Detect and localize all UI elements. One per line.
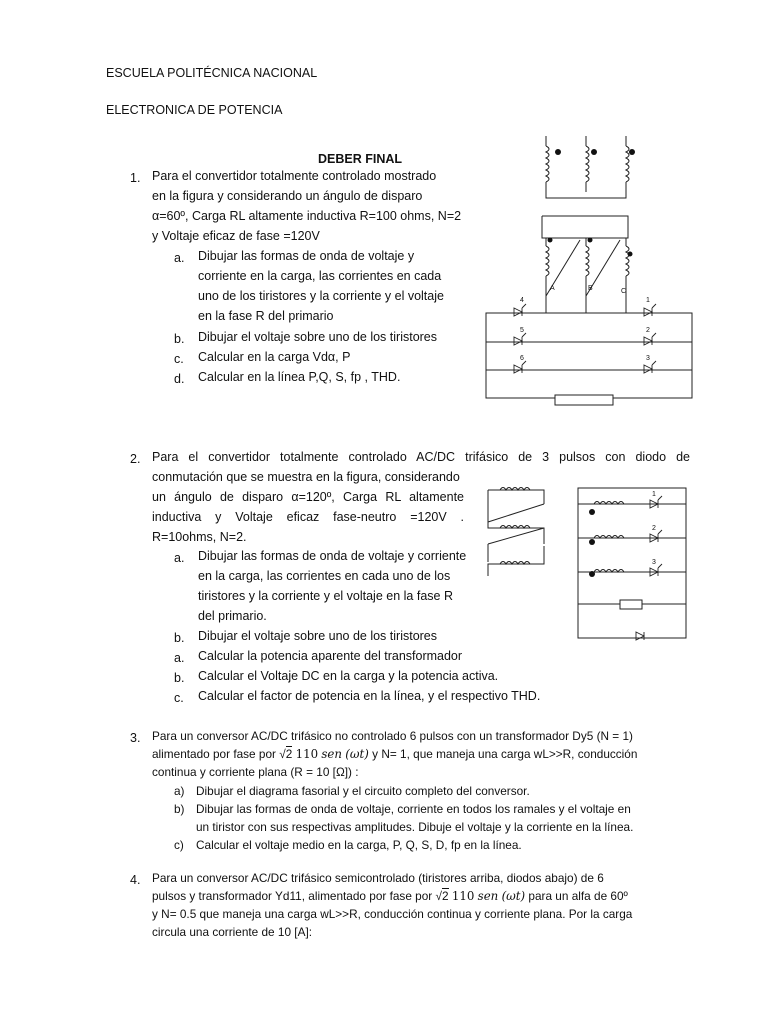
sqrt-radicand: 2 bbox=[441, 889, 449, 903]
q4-text: pulsos y transformador Yd11, alimentado por fase por bbox=[152, 889, 436, 903]
sqrt-symbol: √ bbox=[435, 889, 442, 903]
course-name: ELECTRONICA DE POTENCIA bbox=[106, 103, 283, 117]
q2-number: 2. bbox=[130, 452, 141, 466]
thyristor-label: 4 bbox=[520, 297, 524, 304]
q1-item-label: a. bbox=[174, 251, 185, 265]
q2-thyristor-figure bbox=[574, 482, 692, 642]
q2-item-label: a. bbox=[174, 551, 185, 565]
thyristor-label: 3 bbox=[652, 559, 656, 566]
q2-item-line: Dibujar las formas de onda de voltaje y corriente bbox=[198, 549, 467, 563]
q4-line: circula una corriente de 10 [A]: bbox=[152, 925, 313, 939]
phase-label-a: A bbox=[550, 285, 555, 292]
q2-item-line: en la carga, las corrientes en cada uno de los bbox=[198, 569, 451, 583]
thyristor-label: 5 bbox=[520, 327, 524, 334]
q3-item-c: Calcular el voltaje medio en la carga, P, Q, S, D, fp en la línea. bbox=[196, 838, 522, 852]
q3-line: Para un conversor AC/DC trifásico no controlado 6 pulsos con un transformador Dy5 (N = 1) bbox=[152, 729, 633, 743]
q3-statement bbox=[152, 727, 692, 781]
q2-item-label: a. bbox=[174, 651, 185, 665]
q4-line: y N= 0.5 que maneja una carga wL>>R, conducción continua y corriente plana. Por la carga bbox=[152, 907, 633, 921]
q1-number: 1. bbox=[130, 171, 141, 185]
q2-item-a bbox=[198, 546, 468, 626]
q3-item-a: Dibujar el diagrama fasorial y el circuito completo del conversor. bbox=[196, 784, 530, 798]
q2-item-line: tiristores y la corriente y el voltaje en la fase R bbox=[198, 589, 453, 603]
q2-item-c2: Calcular el factor de potencia en la línea, y el respectivo THD. bbox=[198, 689, 541, 703]
math-fn: sen bbox=[321, 747, 343, 761]
q1-item-c: Calcular en la carga Vdα, P bbox=[198, 350, 351, 364]
phase-label-b: B bbox=[588, 285, 593, 292]
q1-circuit-figure bbox=[480, 128, 700, 413]
math-value: 110 bbox=[451, 889, 475, 903]
q2-item-b: Dibujar el voltaje sobre uno de los tiristores bbox=[198, 629, 438, 643]
math-arg: (ωt) bbox=[501, 889, 526, 903]
q1-item-label: b. bbox=[174, 332, 185, 346]
q2-item-label: b. bbox=[174, 631, 185, 645]
q3-item-label: b) bbox=[174, 802, 185, 816]
q2-line: un ángulo de disparo α=120º, Carga RL altamente bbox=[152, 490, 464, 504]
q1-item-line: corriente en la carga, las corrientes en cada bbox=[198, 269, 442, 283]
q3-item-label: a) bbox=[174, 784, 185, 798]
q2-line: Para el convertidor totalmente controlado AC/DC trifásico de 3 pulsos con diodo de bbox=[152, 450, 690, 464]
q3-line: continua y corriente plana (R = 10 [Ω]) : bbox=[152, 765, 359, 779]
thyristor-label: 1 bbox=[646, 297, 650, 304]
q4-text: para un alfa de 60º bbox=[525, 889, 628, 903]
q1-line: α=60º, Carga RL altamente inductiva R=100 ohms, N=2 bbox=[152, 209, 462, 223]
q4-statement bbox=[152, 869, 692, 941]
thyristor-label: 2 bbox=[652, 525, 656, 532]
sqrt-symbol: √ bbox=[279, 747, 286, 761]
q2-line: R=10ohms, N=2. bbox=[152, 530, 247, 544]
q1-line: Para el convertidor totalmente controlado mostrado bbox=[152, 169, 437, 183]
thyristor-label: 6 bbox=[520, 355, 524, 362]
q1-item-label: c. bbox=[174, 352, 184, 366]
sqrt-radicand: 2 bbox=[285, 747, 293, 761]
school-name: ESCUELA POLITÉCNICA NACIONAL bbox=[106, 66, 318, 80]
q3-text: y N= 1, que maneja una carga wL>>R, conducción bbox=[368, 747, 638, 761]
phase-label-c: C bbox=[621, 288, 627, 295]
q2-transformer-figure bbox=[480, 484, 552, 582]
q4-line: Para un conversor AC/DC trifásico semicontrolado (tiristores arriba, diodos abajo) de 6 bbox=[152, 871, 604, 885]
q1-item-line: uno de los tiristores y la corriente y el voltaje bbox=[198, 289, 444, 303]
q4-number: 4. bbox=[130, 873, 141, 887]
q1-item-d: Calcular en la línea P,Q, S, fp , THD. bbox=[198, 370, 401, 384]
q2-line: conmutación que se muestra en la figura, considerando bbox=[152, 470, 460, 484]
q2-item-label: b. bbox=[174, 671, 185, 685]
q1-item-line: en la fase R del primario bbox=[198, 309, 334, 323]
math-arg: (ωt) bbox=[345, 747, 369, 761]
q2-item-b2: Calcular el Voltaje DC en la carga y la potencia activa. bbox=[198, 669, 499, 683]
q1-item-line: Dibujar las formas de onda de voltaje y bbox=[198, 249, 415, 263]
q4-line bbox=[152, 887, 692, 905]
q1-item-a bbox=[198, 246, 488, 326]
math-value: 110 bbox=[295, 747, 319, 761]
q3-item-b bbox=[196, 800, 633, 836]
q1-line: y Voltaje eficaz de fase =120V bbox=[152, 229, 320, 243]
q2-line: inductiva y Voltaje eficaz fase-neutro =120V . bbox=[152, 510, 464, 524]
q3-line bbox=[152, 745, 692, 763]
q1-statement bbox=[152, 166, 477, 246]
thyristor-label: 1 bbox=[652, 491, 656, 498]
q2-item-label: c. bbox=[174, 691, 184, 705]
q3-text: alimentado por fase por bbox=[152, 747, 280, 761]
math-fn: sen bbox=[477, 889, 499, 903]
q1-item-label: d. bbox=[174, 372, 185, 386]
q2-item-line: del primario. bbox=[198, 609, 267, 623]
q1-line: en la figura y considerando un ángulo de disparo bbox=[152, 189, 423, 203]
thyristor-label: 2 bbox=[646, 327, 650, 334]
q3-item-label: c) bbox=[174, 838, 184, 852]
page-title: DEBER FINAL bbox=[318, 152, 403, 166]
q1-item-b: Dibujar el voltaje sobre uno de los tiristores bbox=[198, 330, 438, 344]
q3-number: 3. bbox=[130, 731, 141, 745]
q3-item-line: un tiristor con sus respectivas amplitudes. Dibuje el voltaje y la corriente en la línea. bbox=[196, 820, 634, 834]
q2-item-a2: Calcular la potencia aparente del transformador bbox=[198, 649, 463, 663]
thyristor-label: 3 bbox=[646, 355, 650, 362]
q3-item-line: Dibujar las formas de onda de voltaje, corriente en todos los ramales y el voltaje en bbox=[196, 802, 631, 816]
